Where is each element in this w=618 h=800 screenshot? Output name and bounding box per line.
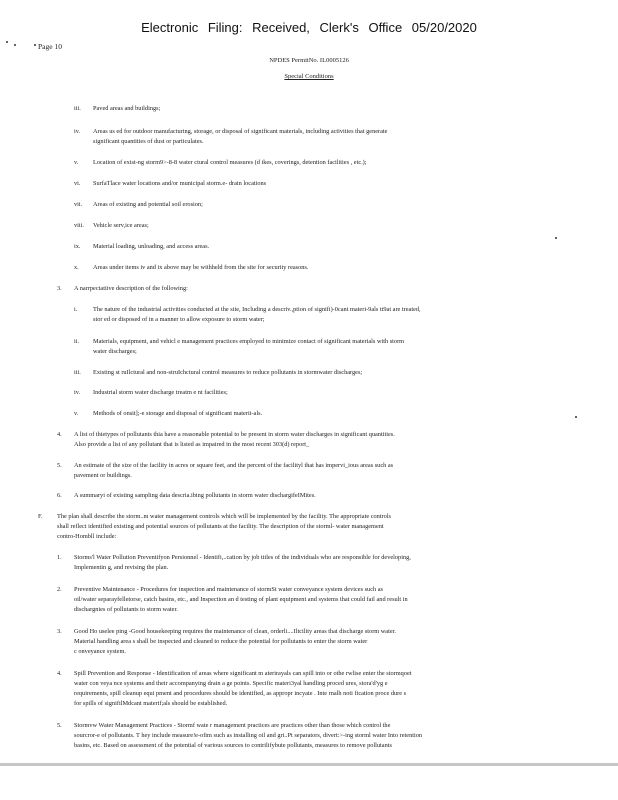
list-marker: v. <box>74 410 79 417</box>
list-item: SurfaTlace water locations and/or municipal storm.e- drain locations <box>93 180 267 187</box>
list-marker: iv. <box>74 389 81 396</box>
list-marker: 5. <box>57 722 62 729</box>
list-marker: iii. <box>74 105 81 112</box>
section-paragraph: The plan shall describe the storm..m water management controls which will be implemented by the facility. The appropriate controls <box>57 513 391 520</box>
list-marker: 1. <box>57 554 62 561</box>
list-item-continued: sourcror-e of pollutants. T hey include measure!e-ofim such as installing oil and gri..Pt separators, divert:>-ing storml water Into retention <box>74 732 423 739</box>
section-marker: F. <box>38 513 43 520</box>
list-marker: i. <box>74 306 78 313</box>
list-item-continued: Also provide a list of any pollutant that is listed as impaired in the most recent 303(d) report_ <box>74 441 310 448</box>
list-item: A narrpectatiive description of the following: <box>74 285 188 292</box>
list-item-continued: basins, etc. Based on assessment of the potential of various sources to contrilifybute pollutants, measures to remove pollutants <box>74 742 392 749</box>
list-item: Areas of existing and potential soil erosion; <box>93 201 203 208</box>
scan-speck <box>555 237 557 239</box>
permit-number: NPDES PermitNo. IL0005126 <box>269 57 349 64</box>
list-item-continued: oil/water separayfelletorse, catch basins, etc., and Inspection an d testing of plant equipment and systems that could fail and result in <box>74 596 408 603</box>
list-item-continued: c onveyance system. <box>74 648 126 655</box>
list-item: Areas us ed for outdoor manufacturing, storage, or disposal of significant materials, including activities that generate <box>93 128 388 135</box>
scan-speck <box>14 44 16 46</box>
list-marker: viii. <box>74 222 84 229</box>
list-marker: ii. <box>74 338 80 345</box>
list-item: Areas under items iv and ix above may be withheld from the site for security reasons. <box>93 264 309 271</box>
list-marker: ix. <box>74 243 81 250</box>
list-item: Methods of onsit];-e storage and disposal of significant materii-als. <box>93 410 263 417</box>
list-item: A summaryi of existing sampling data descria.ibing pollutants in storm water dischargifeIMites. <box>74 492 316 499</box>
list-item-continued: stor ed or disposed of in a manner to allow exposure to storm water; <box>93 316 265 323</box>
list-item: Stormvw Water Management Practices - Stormf wate r management practices are practices other than those which control the <box>74 722 391 729</box>
list-item-continued: water con veya nce systems and their accompanying drain a ge points. Specific materi3yal handling proced ures, stora'd'yg e <box>74 680 388 687</box>
list-marker: 4. <box>57 670 62 677</box>
list-item-continued: water discharges; <box>93 348 137 355</box>
scan-speck <box>34 44 36 46</box>
list-marker: vii. <box>74 201 83 208</box>
list-marker: v. <box>74 159 79 166</box>
section-title: Special Conditions <box>284 73 334 80</box>
list-item-continued: pavement or buildings. <box>74 472 132 479</box>
list-item: Material loading, unloading, and access areas. <box>93 243 210 250</box>
list-item: The nature of the industrial activities conducted at the site, Including a descriv.,ption of signifi)-0cant materi-9als tt9at are treated, <box>93 306 421 313</box>
list-marker: 3. <box>57 285 62 292</box>
list-marker: 4. <box>57 431 62 438</box>
list-item: Location of exist-ng storm9>-8-8 water ctural control measures (d ikes, coverings, detention facilities , etc.); <box>93 159 367 166</box>
list-item-continued: for spills of signifilMdcant materif;als should be established. <box>74 700 228 707</box>
list-item-continued: Material handling area s shall be inspected and cleaned to reduce the potential for pollutants to enter the storm water <box>74 638 368 645</box>
electronic-filing-banner: Electronic Filing: Received, Clerk's Office 05/20/2020 <box>141 20 477 35</box>
list-item: Good Ho uselee ping -Good housekeeping requires the maintenance of clean, orderli....Iltcility areas that discharge storm water. <box>74 628 396 635</box>
list-item-continued: significant quantities of dust or particulates. <box>93 138 204 145</box>
list-item: Industrial storm water discharge treatm e nt facilities; <box>93 389 228 396</box>
list-marker: iii. <box>74 369 81 376</box>
list-item: Preventive Maintenance - Procedures for inspection and maintenance of stormSt water conveyance system devices such as <box>74 586 383 593</box>
scan-speck <box>6 41 8 43</box>
section-paragraph-continued: contro-Hombll include: <box>57 533 117 540</box>
section-paragraph-continued: shall reflect identified existing and potential sources of pollutants at the facility. The description of the storml- water management <box>57 523 384 530</box>
list-marker: 3. <box>57 628 62 635</box>
list-item: Materials, equipment, and vehicl e management practices employed to minimize contact of significant materials with storm <box>93 338 405 345</box>
page-label: Page 10 <box>38 42 62 51</box>
list-item: A list of thietypes of pollutants thia have a reasonable potential to be present in storm water discharges in significant quantities. <box>74 431 395 438</box>
scan-bottom-edge <box>0 763 618 766</box>
scan-speck <box>575 416 577 418</box>
list-marker: 6. <box>57 492 62 499</box>
list-item: Paved areas and buildings; <box>93 105 161 112</box>
list-marker: vi. <box>74 180 81 187</box>
list-item: An estimate of the size of the facility in acres or square feet, and the percent of the facilityl that has impervi_ious areas such as <box>74 462 394 469</box>
list-marker: 2. <box>57 586 62 593</box>
list-marker: iv. <box>74 128 81 135</box>
list-item-continued: dischargnies of pollutants to storm water. <box>74 606 178 613</box>
list-item-continued: Implementin g, and revising the plan. <box>74 564 169 571</box>
list-marker: x. <box>74 264 79 271</box>
list-marker: 5. <box>57 462 62 469</box>
list-item: Spill Prevention and Response - Identification of areas where significant m aterirayals can spill into or othe rwlise enter the stormqoet <box>74 670 412 677</box>
list-item-continued: requirements, spill cleanup equi pment and procedures should be identified, as appropr incyate . Inte rnalh noti fication proce dure s <box>74 690 407 697</box>
list-item: Existing st ruIlctural and non-struIchctural control measures to reduce pollutants in stormwater discharges; <box>93 369 363 376</box>
list-item: Storms'l Water Pollution Preventifyon Persionnel - Identifi,..cation by job titles of the individuals who are responsible for developing, <box>74 554 411 561</box>
list-item: Vehicle serv,ice areas; <box>93 222 149 229</box>
